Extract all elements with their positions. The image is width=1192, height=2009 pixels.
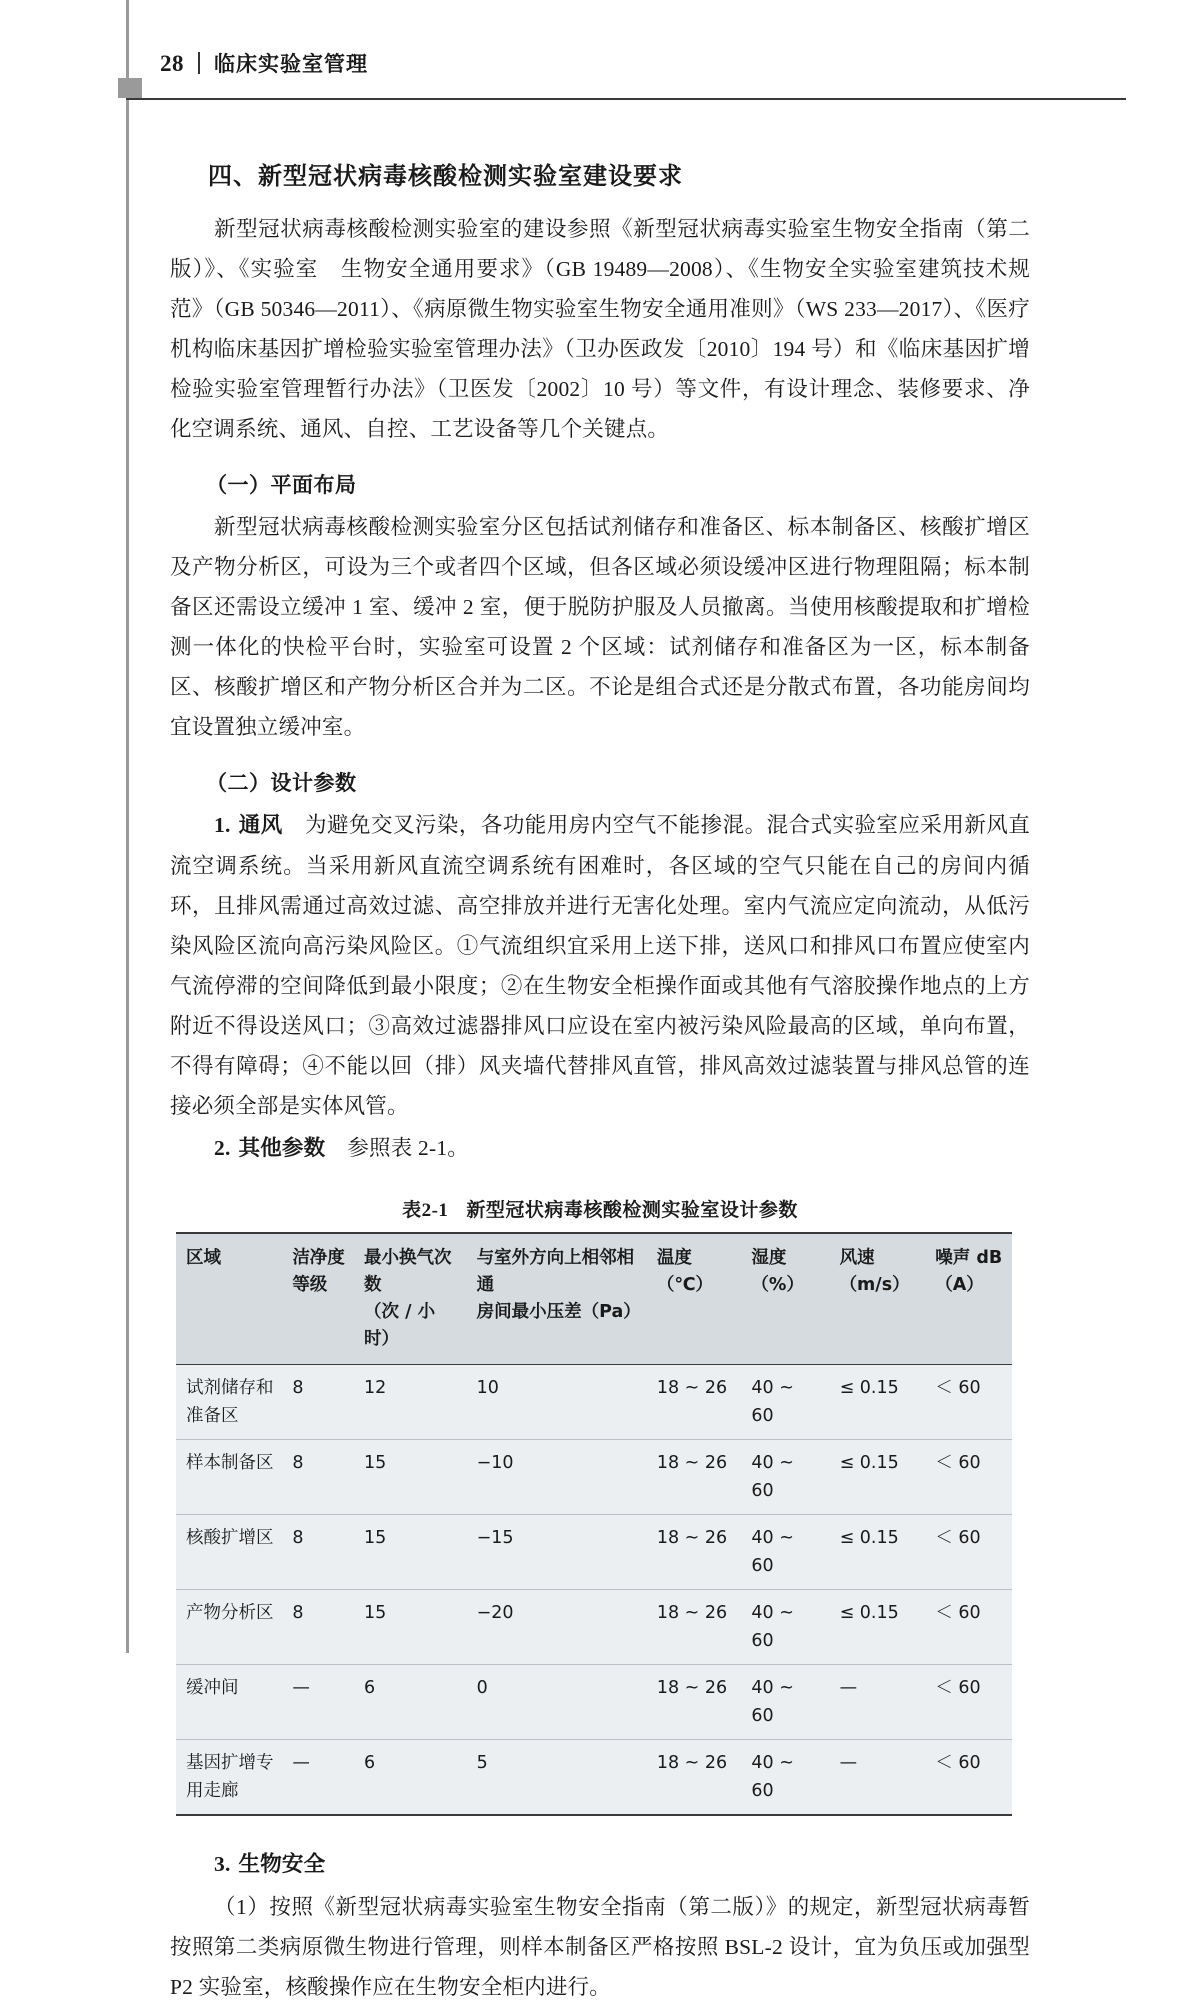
subsection-2-title: （二）设计参数 [206,771,357,795]
cell-humidity: 40 ~ 60 [741,1665,829,1740]
cell-noise: ＜ 60 [925,1665,1012,1740]
column-header-pressure: 与室外方向上相邻相通 房间最小压差（Pa） [467,1233,647,1365]
cell-temperature: 18 ~ 26 [647,1740,742,1816]
column-header-humidity: 湿度 （%） [741,1233,829,1365]
item-2-label: 其他参数 [238,1136,326,1161]
header-rule [126,98,1126,100]
cell-humidity: 40 ~ 60 [741,1365,829,1440]
design-item-other-params [170,1128,1030,1169]
design-item-ventilation [170,805,1030,1126]
cell-temperature: 18 ~ 26 [647,1365,742,1440]
table-row [176,1440,1012,1515]
cell-area: 试剂储存和准备区 [176,1365,282,1440]
cell-velocity: ≤ 0.15 [830,1515,926,1590]
cell-cleanliness: 8 [282,1590,354,1665]
cell-humidity: 40 ~ 60 [741,1590,829,1665]
cell-area: 缓冲间 [176,1665,282,1740]
cell-cleanliness: 8 [282,1440,354,1515]
cell-cleanliness: 8 [282,1365,354,1440]
table-caption-text: 新型冠状病毒核酸检测实验室设计参数 [466,1199,798,1221]
cell-area: 核酸扩增区 [176,1515,282,1590]
item-1-label: 通风 [238,813,283,838]
page-left-rule [126,0,129,1653]
subsection-3-paragraph: （1）按照《新型冠状病毒实验室生物安全指南（第二版）》的规定，新型冠状病毒暂按照第二类病原微生物进行管理，则样本制备区严格按照 BSL-2 设计，宜为负压或加强型 P2 实验室，核酸操作应在生物安全柜内进行。 [170,1895,1030,1999]
cell-velocity: — [830,1740,926,1816]
cell-air-changes: 6 [354,1665,467,1740]
cell-pressure: 10 [467,1365,647,1440]
table-row [176,1590,1012,1665]
header-divider [198,52,200,74]
cell-air-changes: 15 [354,1440,467,1515]
cell-air-changes: 6 [354,1740,467,1816]
table-header-row [176,1233,1012,1365]
page-header-marker [118,78,142,98]
section-intro-paragraph: 新型冠状病毒核酸检测实验室的建设参照《新型冠状病毒实验室生物安全指南（第二版）》、《实验室 生物安全通用要求》（GB 19489—2008）、《生物安全实验室建筑技术规范》（GB 50346—2011）、《病原微生物实验室生物安全通用准则》（WS 233—2017）、《医疗机构临床基因扩增检验实验室管理办法》（卫办医政发〔2010〕194 号）和《临床基因扩增检验实验室管理暂行办法》（卫医发〔2002〕10 号）等文件，有设计理念、装修要求、净化空调系统、通风、自控、工艺设备等几个关键点。 [170,217,1030,441]
cell-velocity: ≤ 0.15 [830,1590,926,1665]
table-row [176,1515,1012,1590]
cell-pressure: 5 [467,1740,647,1816]
cell-noise: ＜ 60 [925,1590,1012,1665]
cell-pressure: −20 [467,1590,647,1665]
subsection-3-block [170,1844,1030,2007]
cell-air-changes: 15 [354,1590,467,1665]
column-header-air-changes: 最小换气次数 （次 / 小时） [354,1233,467,1365]
cell-velocity: ≤ 0.15 [830,1365,926,1440]
column-header-temperature: 温度 （℃） [647,1233,742,1365]
cell-area: 产物分析区 [176,1590,282,1665]
cell-noise: ＜ 60 [925,1740,1012,1816]
item-2-number: 2. [214,1136,231,1160]
cell-humidity: 40 ~ 60 [741,1515,829,1590]
cell-air-changes: 15 [354,1515,467,1590]
cell-area: 样本制备区 [176,1440,282,1515]
page-content [170,140,1030,2009]
subsection-3-number: 3. [214,1852,231,1876]
subsection-1-title: （一）平面布局 [206,473,357,497]
table-row [176,1365,1012,1440]
cell-pressure: −10 [467,1440,647,1515]
design-parameters-table [176,1232,1012,1816]
column-header-area: 区域 [176,1233,282,1365]
page-header [160,48,368,78]
cell-velocity: — [830,1665,926,1740]
subsection-3-heading [170,1844,1030,1885]
cell-temperature: 18 ~ 26 [647,1590,742,1665]
table-caption-number: 表2-1 [402,1200,449,1221]
cell-noise: ＜ 60 [925,1365,1012,1440]
cell-humidity: 40 ~ 60 [741,1740,829,1816]
table-row [176,1740,1012,1816]
cell-pressure: −15 [467,1515,647,1590]
cell-cleanliness: 8 [282,1515,354,1590]
column-header-cleanliness: 洁净度 等级 [282,1233,354,1365]
cell-noise: ＜ 60 [925,1515,1012,1590]
column-header-noise: 噪声 dB （A） [925,1233,1012,1365]
cell-temperature: 18 ~ 26 [647,1440,742,1515]
cell-area: 基因扩增专用走廊 [176,1740,282,1816]
cell-pressure: 0 [467,1665,647,1740]
item-2-text: 参照表 2-1。 [347,1136,469,1160]
cell-temperature: 18 ~ 26 [647,1665,742,1740]
subsection-3-title: 生物安全 [238,1852,326,1877]
cell-temperature: 18 ~ 26 [647,1515,742,1590]
item-1-number: 1. [214,813,231,837]
cell-velocity: ≤ 0.15 [830,1440,926,1515]
table-caption [170,1195,1030,1222]
cell-humidity: 40 ~ 60 [741,1440,829,1515]
subsection-1-paragraph: 新型冠状病毒核酸检测实验室分区包括试剂储存和准备区、标本制备区、核酸扩增区及产物分析区，可设为三个或者四个区域，但各区域必须设缓冲区进行物理阻隔；标本制备区还需设立缓冲 1 室、缓冲 2 室，便于脱防护服及人员撤离。当使用核酸提取和扩增检测一体化的快检平台时，实验室可设置 2 个区域：试剂储存和准备区为一区，标本制备区、核酸扩增区和产物分析区合并为二区。不论是组合式还是分散式布置，各功能房间均宜设置独立缓冲室。 [170,515,1030,739]
page-number: 28 [160,51,184,76]
section-title: 四、新型冠状病毒核酸检测实验室建设要求 [208,162,683,190]
book-title: 临床实验室管理 [214,52,368,76]
table-header-row-group [176,1233,1012,1365]
cell-air-changes: 12 [354,1365,467,1440]
column-header-velocity: 风速 （m/s） [830,1233,926,1365]
table-body [176,1365,1012,1816]
table-row [176,1665,1012,1740]
cell-noise: ＜ 60 [925,1440,1012,1515]
cell-cleanliness: — [282,1740,354,1816]
cell-cleanliness: — [282,1665,354,1740]
item-1-text: 为避免交叉污染，各功能用房内空气不能掺混。混合式实验室应采用新风直流空调系统。当采用新风直流空调系统有困难时，各区域的空气只能在自己的房间内循环，且排风需通过高效过滤、高空排放并进行无害化处理。室内气流应定向流动，从低污染风险区流向高污染风险区。①气流组织宜采用上送下排，送风口和排风口布置应使室内气流停滞的空间降低到最小限度；②在生物安全柜操作面或其他有气溶胶操作地点的上方附近不得设送风口；③高效过滤器排风口应设在室内被污染风险最高的区域，单向布置，不得有障碍；④不能以回（排）风夹墙代替排风直管，排风高效过滤装置与排风总管的连接必须全部是实体风管。 [170,813,1030,1118]
